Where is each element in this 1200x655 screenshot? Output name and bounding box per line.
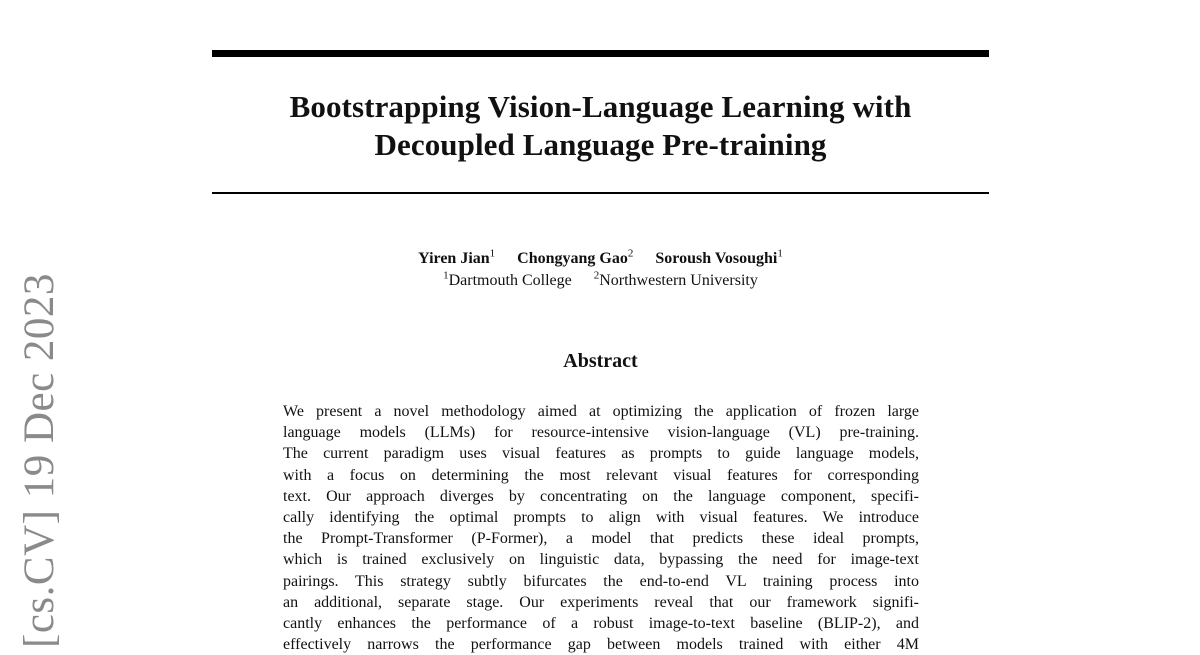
author-3-affiliation-mark: 1: [777, 247, 783, 260]
abstract-line: pairings. This strategy subtly bifurcates the end-to-end VL training process into: [283, 572, 919, 590]
abstract-line: cantly enhances the performance of a robust image-to-text baseline (BLIP-2), and: [283, 615, 919, 633]
affiliation-2-name: Northwestern University: [599, 272, 758, 289]
abstract-line: with a focus on determining the most relevant visual features for corresponding: [283, 466, 919, 484]
affiliation-1-mark: 1: [443, 269, 449, 282]
abstract-line: the Prompt-Transformer (P-Former), a model that predicts these ideal prompts,: [283, 530, 919, 548]
author-3-name: Soroush Vosoughi: [655, 250, 778, 267]
author-1-affiliation-mark: 1: [489, 247, 496, 260]
author-names: [212, 248, 989, 270]
affiliation-2-mark: 2: [593, 269, 600, 282]
abstract-line: We present a novel methodology aimed at optimizing the application of frozen large: [283, 403, 919, 420]
author-2-affiliation-mark: 2: [627, 247, 634, 260]
title-rule: [212, 192, 989, 194]
abstract-line: cally identifying the optimal prompts to align with visual features. We introduce: [283, 509, 919, 527]
abstract-line: language models (LLMs) for resource-intensive vision-language (VL) pre-training.: [283, 424, 919, 442]
abstract-line: The current paradigm uses visual features as prompts to guide language models,: [283, 445, 919, 463]
affiliation-1-name: Dartmouth College: [448, 272, 572, 289]
abstract-heading: Abstract: [563, 350, 638, 372]
authors-block: [212, 248, 989, 292]
title-line-1: Bootstrapping Vision-Language Learning with: [289, 89, 912, 124]
affiliations: [212, 270, 989, 292]
top-rule: [212, 50, 989, 57]
abstract-line: an additional, separate stage. Our experiments reveal that our framework signifi-: [283, 593, 919, 611]
arxiv-stamp: [cs.CV] 19 Dec 2023: [16, 273, 63, 648]
author-2: [517, 247, 634, 267]
abstract-line: effectively narrows the performance gap between models trained with either 4M: [283, 636, 919, 654]
author-1: [418, 247, 496, 267]
author-1-name: Yiren Jian: [418, 250, 490, 267]
title-line-2: Decoupled Language Pre-training: [374, 127, 827, 162]
affiliation-1: [443, 269, 572, 289]
affiliation-2: [593, 269, 758, 289]
abstract-line: text. Our approach diverges by concentrating on the language component, specifi-: [283, 487, 919, 505]
abstract-line: which is trained exclusively on linguistic data, bypassing the need for image-text: [283, 551, 919, 569]
author-2-name: Chongyang Gao: [517, 250, 628, 267]
paper-title: [212, 88, 989, 164]
abstract-body: [283, 401, 919, 655]
author-3: [655, 247, 783, 267]
